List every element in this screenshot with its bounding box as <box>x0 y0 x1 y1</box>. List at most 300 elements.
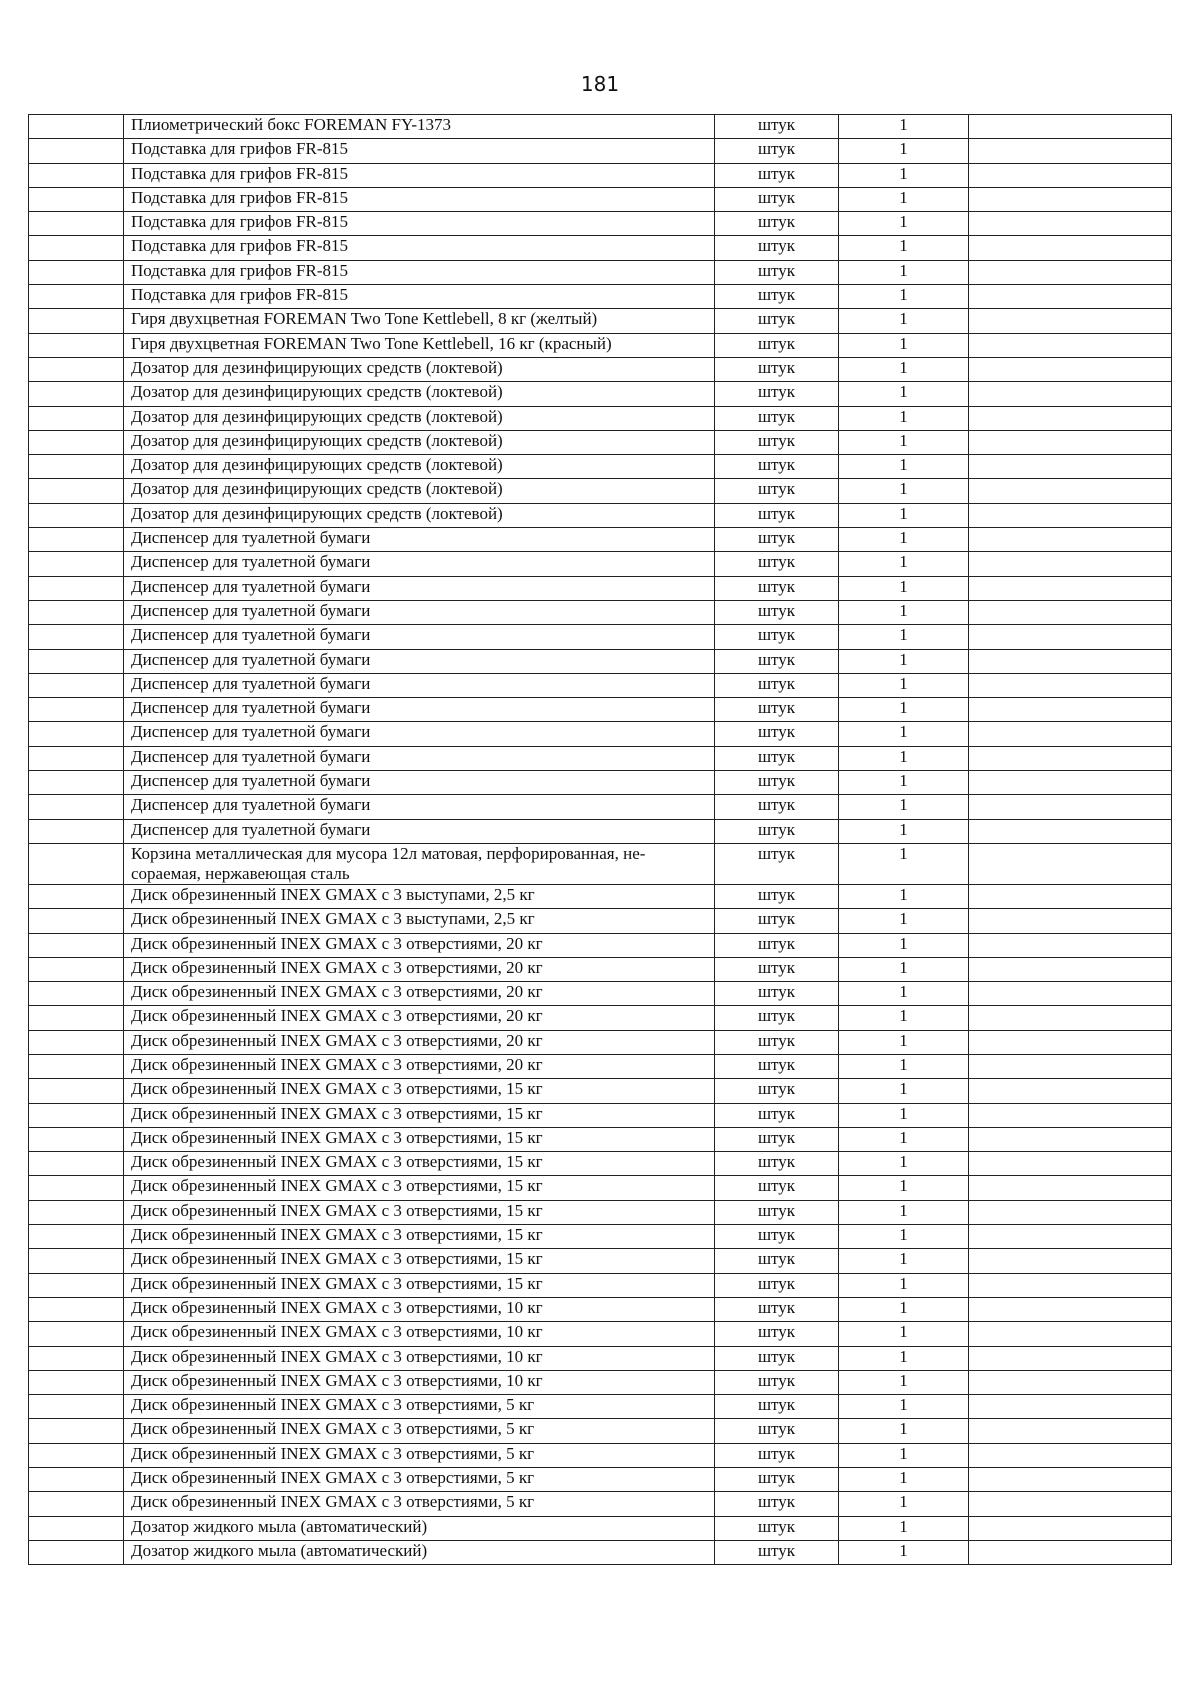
item-name-cell: Диск обрезиненный INEX GMAX с 3 отверстиями, 10 кг <box>124 1346 715 1370</box>
note-cell <box>969 430 1172 454</box>
inventory-table-body <box>29 115 1172 1565</box>
quantity-cell: 1 <box>839 528 969 552</box>
item-name-cell: Диск обрезиненный INEX GMAX с 3 отверстиями, 15 кг <box>124 1249 715 1273</box>
note-cell <box>969 600 1172 624</box>
table-row <box>29 552 1172 576</box>
note-cell <box>969 333 1172 357</box>
item-name-cell: Диск обрезиненный INEX GMAX с 3 отверстиями, 20 кг <box>124 933 715 957</box>
table-row <box>29 1443 1172 1467</box>
item-name-cell: Подставка для грифов FR-815 <box>124 260 715 284</box>
note-cell <box>969 909 1172 933</box>
unit-cell: штук <box>715 1297 839 1321</box>
item-name-cell: Диспенсер для туалетной бумаги <box>124 771 715 795</box>
row-number-cell <box>29 115 124 139</box>
row-number-cell <box>29 1225 124 1249</box>
row-number-cell <box>29 625 124 649</box>
unit-cell: штук <box>715 982 839 1006</box>
table-row <box>29 309 1172 333</box>
table-row <box>29 1006 1172 1030</box>
quantity-cell: 1 <box>839 795 969 819</box>
row-number-cell <box>29 1079 124 1103</box>
note-cell <box>969 1395 1172 1419</box>
row-number-cell <box>29 1006 124 1030</box>
quantity-cell: 1 <box>839 843 969 884</box>
row-number-cell <box>29 1054 124 1078</box>
note-cell <box>969 1079 1172 1103</box>
quantity-cell: 1 <box>839 819 969 843</box>
table-row <box>29 771 1172 795</box>
unit-cell: штук <box>715 649 839 673</box>
table-row <box>29 673 1172 697</box>
note-cell <box>969 933 1172 957</box>
unit-cell: штук <box>715 236 839 260</box>
item-name-cell: Диск обрезиненный INEX GMAX с 3 отверстиями, 15 кг <box>124 1152 715 1176</box>
row-number-cell <box>29 1273 124 1297</box>
item-name-cell: Подставка для грифов FR-815 <box>124 139 715 163</box>
row-number-cell <box>29 479 124 503</box>
item-name-cell: Подставка для грифов FR-815 <box>124 187 715 211</box>
note-cell <box>969 1492 1172 1516</box>
table-row <box>29 333 1172 357</box>
note-cell <box>969 479 1172 503</box>
note-cell <box>969 212 1172 236</box>
item-name-cell: Плиометрический бокс FOREMAN FY-1373 <box>124 115 715 139</box>
unit-cell: штук <box>715 600 839 624</box>
table-row <box>29 1176 1172 1200</box>
unit-cell: штук <box>715 884 839 908</box>
note-cell <box>969 1468 1172 1492</box>
unit-cell: штук <box>715 187 839 211</box>
table-row <box>29 795 1172 819</box>
quantity-cell: 1 <box>839 982 969 1006</box>
note-cell <box>969 455 1172 479</box>
row-number-cell <box>29 285 124 309</box>
row-number-cell <box>29 673 124 697</box>
quantity-cell: 1 <box>839 406 969 430</box>
item-name-cell: Гиря двухцветная FOREMAN Two Tone Kettlebell, 8 кг (желтый) <box>124 309 715 333</box>
unit-cell: штук <box>715 406 839 430</box>
note-cell <box>969 673 1172 697</box>
quantity-cell: 1 <box>839 479 969 503</box>
item-name-cell: Диск обрезиненный INEX GMAX с 3 отверстиями, 15 кг <box>124 1273 715 1297</box>
unit-cell: штук <box>715 1249 839 1273</box>
quantity-cell: 1 <box>839 382 969 406</box>
unit-cell: штук <box>715 1346 839 1370</box>
row-number-cell <box>29 884 124 908</box>
item-name-cell: Диспенсер для туалетной бумаги <box>124 649 715 673</box>
note-cell <box>969 309 1172 333</box>
item-name-cell: Диск обрезиненный INEX GMAX с 3 выступами, 2,5 кг <box>124 909 715 933</box>
table-row <box>29 884 1172 908</box>
row-number-cell <box>29 1346 124 1370</box>
table-row <box>29 1273 1172 1297</box>
unit-cell: штук <box>715 1540 839 1564</box>
item-name-cell: Дозатор для дезинфицирующих средств (локтевой) <box>124 503 715 527</box>
page-number: 181 <box>580 72 620 96</box>
row-number-cell <box>29 746 124 770</box>
row-number-cell <box>29 260 124 284</box>
row-number-cell <box>29 649 124 673</box>
unit-cell: штук <box>715 1054 839 1078</box>
note-cell <box>969 771 1172 795</box>
table-row <box>29 1516 1172 1540</box>
item-name-cell: Диспенсер для туалетной бумаги <box>124 552 715 576</box>
quantity-cell: 1 <box>839 957 969 981</box>
item-name-cell: Диск обрезиненный INEX GMAX с 3 отверстиями, 20 кг <box>124 957 715 981</box>
unit-cell: штук <box>715 795 839 819</box>
unit-cell: штук <box>715 212 839 236</box>
quantity-cell: 1 <box>839 212 969 236</box>
table-row <box>29 625 1172 649</box>
table-row <box>29 1079 1172 1103</box>
quantity-cell: 1 <box>839 309 969 333</box>
unit-cell: штук <box>715 625 839 649</box>
table-row <box>29 1492 1172 1516</box>
quantity-cell: 1 <box>839 1249 969 1273</box>
quantity-cell: 1 <box>839 1419 969 1443</box>
note-cell <box>969 1176 1172 1200</box>
item-name-cell: Диск обрезиненный INEX GMAX с 3 отверстиями, 5 кг <box>124 1468 715 1492</box>
table-row <box>29 1540 1172 1564</box>
note-cell <box>969 982 1172 1006</box>
note-cell <box>969 382 1172 406</box>
table-row <box>29 1297 1172 1321</box>
unit-cell: штук <box>715 1225 839 1249</box>
table-row <box>29 357 1172 381</box>
note-cell <box>969 722 1172 746</box>
quantity-cell: 1 <box>839 285 969 309</box>
row-number-cell <box>29 1249 124 1273</box>
item-name-cell: Диск обрезиненный INEX GMAX с 3 отверстиями, 5 кг <box>124 1395 715 1419</box>
unit-cell: штук <box>715 957 839 981</box>
item-name-cell: Дозатор жидкого мыла (автоматический) <box>124 1540 715 1564</box>
row-number-cell <box>29 771 124 795</box>
item-name-cell: Корзина металлическая для мусора 12л матовая, перфорированная, не- сораемая, нержавеющая сталь <box>124 843 715 884</box>
row-number-cell <box>29 309 124 333</box>
table-row <box>29 576 1172 600</box>
item-name-cell: Дозатор для дезинфицирующих средств (локтевой) <box>124 357 715 381</box>
quantity-cell: 1 <box>839 933 969 957</box>
item-name-cell: Диспенсер для туалетной бумаги <box>124 722 715 746</box>
note-cell <box>969 1540 1172 1564</box>
table-row <box>29 600 1172 624</box>
quantity-cell: 1 <box>839 1152 969 1176</box>
quantity-cell: 1 <box>839 746 969 770</box>
table-row <box>29 479 1172 503</box>
unit-cell: штук <box>715 698 839 722</box>
unit-cell: штук <box>715 909 839 933</box>
note-cell <box>969 1006 1172 1030</box>
note-cell <box>969 698 1172 722</box>
item-name-cell: Подставка для грифов FR-815 <box>124 285 715 309</box>
note-cell <box>969 843 1172 884</box>
unit-cell: штук <box>715 673 839 697</box>
note-cell <box>969 649 1172 673</box>
quantity-cell: 1 <box>839 1225 969 1249</box>
note-cell <box>969 795 1172 819</box>
note-cell <box>969 1273 1172 1297</box>
table-row <box>29 163 1172 187</box>
note-cell <box>969 1443 1172 1467</box>
row-number-cell <box>29 528 124 552</box>
note-cell <box>969 1127 1172 1151</box>
row-number-cell <box>29 1200 124 1224</box>
row-number-cell <box>29 722 124 746</box>
table-row <box>29 260 1172 284</box>
note-cell <box>969 260 1172 284</box>
item-name-cell: Диск обрезиненный INEX GMAX с 3 отверстиями, 20 кг <box>124 1006 715 1030</box>
row-number-cell <box>29 552 124 576</box>
row-number-cell <box>29 843 124 884</box>
note-cell <box>969 1346 1172 1370</box>
note-cell <box>969 503 1172 527</box>
quantity-cell: 1 <box>839 139 969 163</box>
item-name-cell: Диск обрезиненный INEX GMAX с 3 отверстиями, 20 кг <box>124 1030 715 1054</box>
unit-cell: штук <box>715 115 839 139</box>
unit-cell: штук <box>715 552 839 576</box>
note-cell <box>969 957 1172 981</box>
unit-cell: штук <box>715 1030 839 1054</box>
table-row <box>29 909 1172 933</box>
unit-cell: штук <box>715 139 839 163</box>
item-name-cell: Диспенсер для туалетной бумаги <box>124 528 715 552</box>
table-row <box>29 212 1172 236</box>
quantity-cell: 1 <box>839 1492 969 1516</box>
unit-cell: штук <box>715 163 839 187</box>
quantity-cell: 1 <box>839 1540 969 1564</box>
row-number-cell <box>29 1103 124 1127</box>
row-number-cell <box>29 382 124 406</box>
table-row <box>29 982 1172 1006</box>
unit-cell: штук <box>715 843 839 884</box>
note-cell <box>969 528 1172 552</box>
quantity-cell: 1 <box>839 771 969 795</box>
quantity-cell: 1 <box>839 600 969 624</box>
row-number-cell <box>29 430 124 454</box>
quantity-cell: 1 <box>839 698 969 722</box>
unit-cell: штук <box>715 1322 839 1346</box>
quantity-cell: 1 <box>839 576 969 600</box>
item-name-cell: Диспенсер для туалетной бумаги <box>124 698 715 722</box>
row-number-cell <box>29 163 124 187</box>
item-name-cell: Диск обрезиненный INEX GMAX с 3 отверстиями, 5 кг <box>124 1492 715 1516</box>
table-row <box>29 1346 1172 1370</box>
row-number-cell <box>29 503 124 527</box>
quantity-cell: 1 <box>839 1322 969 1346</box>
item-name-cell: Дозатор для дезинфицирующих средств (локтевой) <box>124 455 715 479</box>
table-row <box>29 1103 1172 1127</box>
row-number-cell <box>29 933 124 957</box>
row-number-cell <box>29 1540 124 1564</box>
quantity-cell: 1 <box>839 260 969 284</box>
unit-cell: штук <box>715 357 839 381</box>
table-row <box>29 285 1172 309</box>
row-number-cell <box>29 600 124 624</box>
unit-cell: штук <box>715 285 839 309</box>
note-cell <box>969 1419 1172 1443</box>
note-cell <box>969 884 1172 908</box>
unit-cell: штук <box>715 933 839 957</box>
item-name-cell: Диск обрезиненный INEX GMAX с 3 отверстиями, 10 кг <box>124 1370 715 1394</box>
note-cell <box>969 115 1172 139</box>
unit-cell: штук <box>715 771 839 795</box>
quantity-cell: 1 <box>839 115 969 139</box>
table-row <box>29 1200 1172 1224</box>
item-name-cell: Диспенсер для туалетной бумаги <box>124 600 715 624</box>
row-number-cell <box>29 1030 124 1054</box>
note-cell <box>969 406 1172 430</box>
item-name-cell: Диск обрезиненный INEX GMAX с 3 отверстиями, 20 кг <box>124 982 715 1006</box>
table-row <box>29 503 1172 527</box>
unit-cell: штук <box>715 1127 839 1151</box>
unit-cell: штук <box>715 1516 839 1540</box>
item-name-cell: Подставка для грифов FR-815 <box>124 236 715 260</box>
note-cell <box>969 819 1172 843</box>
quantity-cell: 1 <box>839 1127 969 1151</box>
quantity-cell: 1 <box>839 1346 969 1370</box>
note-cell <box>969 625 1172 649</box>
note-cell <box>969 1249 1172 1273</box>
row-number-cell <box>29 1370 124 1394</box>
row-number-cell <box>29 406 124 430</box>
quantity-cell: 1 <box>839 333 969 357</box>
table-row <box>29 1395 1172 1419</box>
table-row <box>29 722 1172 746</box>
note-cell <box>969 1370 1172 1394</box>
quantity-cell: 1 <box>839 1443 969 1467</box>
item-name-cell: Диск обрезиненный INEX GMAX с 3 отверстиями, 15 кг <box>124 1079 715 1103</box>
table-row <box>29 1225 1172 1249</box>
item-name-cell: Диспенсер для туалетной бумаги <box>124 673 715 697</box>
item-name-cell: Диспенсер для туалетной бумаги <box>124 576 715 600</box>
unit-cell: штук <box>715 1006 839 1030</box>
quantity-cell: 1 <box>839 1273 969 1297</box>
row-number-cell <box>29 698 124 722</box>
table-row <box>29 406 1172 430</box>
row-number-cell <box>29 333 124 357</box>
unit-cell: штук <box>715 746 839 770</box>
unit-cell: штук <box>715 1152 839 1176</box>
row-number-cell <box>29 909 124 933</box>
note-cell <box>969 746 1172 770</box>
item-name-cell: Диск обрезиненный INEX GMAX с 3 отверстиями, 10 кг <box>124 1322 715 1346</box>
unit-cell: штук <box>715 333 839 357</box>
quantity-cell: 1 <box>839 1176 969 1200</box>
note-cell <box>969 1103 1172 1127</box>
row-number-cell <box>29 1152 124 1176</box>
table-row <box>29 528 1172 552</box>
note-cell <box>969 1152 1172 1176</box>
item-name-cell: Дозатор для дезинфицирующих средств (локтевой) <box>124 382 715 406</box>
unit-cell: штук <box>715 528 839 552</box>
quantity-cell: 1 <box>839 430 969 454</box>
unit-cell: штук <box>715 382 839 406</box>
row-number-cell <box>29 455 124 479</box>
note-cell <box>969 1297 1172 1321</box>
note-cell <box>969 285 1172 309</box>
table-row <box>29 746 1172 770</box>
unit-cell: штук <box>715 819 839 843</box>
item-name-cell: Диск обрезиненный INEX GMAX с 3 отверстиями, 5 кг <box>124 1443 715 1467</box>
unit-cell: штук <box>715 1492 839 1516</box>
item-name-cell: Дозатор для дезинфицирующих средств (локтевой) <box>124 430 715 454</box>
table-row <box>29 115 1172 139</box>
note-cell <box>969 187 1172 211</box>
table-row <box>29 139 1172 163</box>
quantity-cell: 1 <box>839 1370 969 1394</box>
table-row <box>29 430 1172 454</box>
row-number-cell <box>29 1443 124 1467</box>
quantity-cell: 1 <box>839 1079 969 1103</box>
row-number-cell <box>29 1127 124 1151</box>
note-cell <box>969 357 1172 381</box>
item-name-cell: Гиря двухцветная FOREMAN Two Tone Kettlebell, 16 кг (красный) <box>124 333 715 357</box>
unit-cell: штук <box>715 260 839 284</box>
quantity-cell: 1 <box>839 884 969 908</box>
table-row <box>29 1468 1172 1492</box>
item-name-cell: Дозатор для дезинфицирующих средств (локтевой) <box>124 479 715 503</box>
inventory-table <box>28 114 1172 1565</box>
unit-cell: штук <box>715 479 839 503</box>
table-row <box>29 1127 1172 1151</box>
table-row <box>29 1370 1172 1394</box>
unit-cell: штук <box>715 1103 839 1127</box>
item-name-cell: Диспенсер для туалетной бумаги <box>124 819 715 843</box>
table-row <box>29 933 1172 957</box>
quantity-cell: 1 <box>839 455 969 479</box>
quantity-cell: 1 <box>839 909 969 933</box>
row-number-cell <box>29 139 124 163</box>
quantity-cell: 1 <box>839 1395 969 1419</box>
item-name-cell: Диспенсер для туалетной бумаги <box>124 795 715 819</box>
quantity-cell: 1 <box>839 673 969 697</box>
note-cell <box>969 1516 1172 1540</box>
table-row <box>29 1030 1172 1054</box>
quantity-cell: 1 <box>839 552 969 576</box>
item-name-cell: Диск обрезиненный INEX GMAX с 3 отверстиями, 5 кг <box>124 1419 715 1443</box>
quantity-cell: 1 <box>839 1103 969 1127</box>
note-cell <box>969 1030 1172 1054</box>
unit-cell: штук <box>715 455 839 479</box>
table-row <box>29 1152 1172 1176</box>
item-name-cell: Диспенсер для туалетной бумаги <box>124 746 715 770</box>
row-number-cell <box>29 795 124 819</box>
item-name-cell: Диспенсер для туалетной бумаги <box>124 625 715 649</box>
note-cell <box>969 576 1172 600</box>
row-number-cell <box>29 1492 124 1516</box>
unit-cell: штук <box>715 1443 839 1467</box>
row-number-cell <box>29 576 124 600</box>
table-row <box>29 1419 1172 1443</box>
note-cell <box>969 1200 1172 1224</box>
note-cell <box>969 139 1172 163</box>
quantity-cell: 1 <box>839 236 969 260</box>
note-cell <box>969 1054 1172 1078</box>
quantity-cell: 1 <box>839 1030 969 1054</box>
unit-cell: штук <box>715 1079 839 1103</box>
unit-cell: штук <box>715 722 839 746</box>
item-name-cell: Диск обрезиненный INEX GMAX с 3 выступами, 2,5 кг <box>124 884 715 908</box>
item-name-cell: Диск обрезиненный INEX GMAX с 3 отверстиями, 15 кг <box>124 1200 715 1224</box>
row-number-cell <box>29 1516 124 1540</box>
quantity-cell: 1 <box>839 625 969 649</box>
table-row <box>29 382 1172 406</box>
unit-cell: штук <box>715 1370 839 1394</box>
table-row <box>29 843 1172 884</box>
quantity-cell: 1 <box>839 722 969 746</box>
quantity-cell: 1 <box>839 187 969 211</box>
row-number-cell <box>29 1395 124 1419</box>
